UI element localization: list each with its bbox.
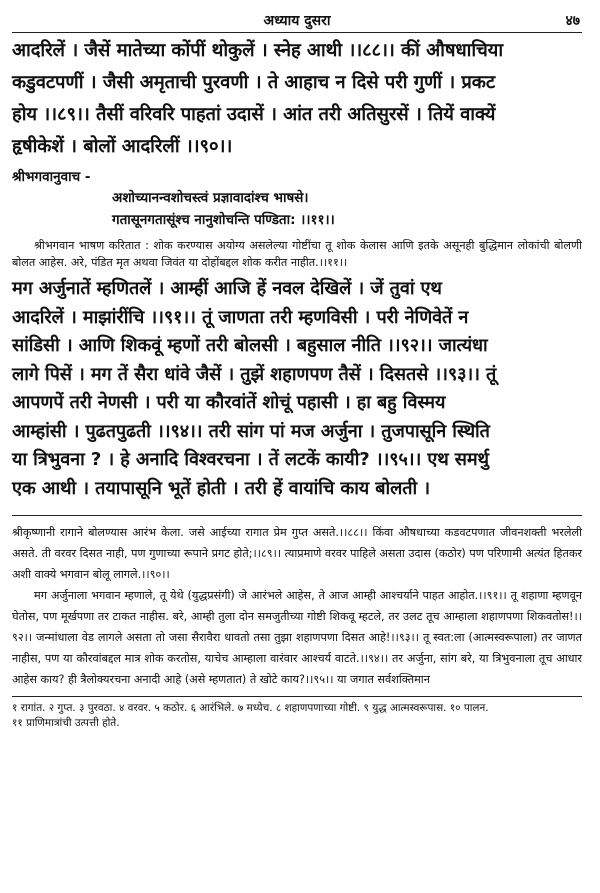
footnote-line: ११ प्राणिमात्रांची उत्पत्ती होते.	[12, 717, 120, 729]
verse-line: एक आथी । तयापासूनि भूतें होती । तरी हें वायांचि काय बोलती ।	[12, 477, 430, 499]
footnotes	[12, 696, 582, 731]
chapter-title: अध्याय दुसरा	[263, 13, 331, 29]
verse-line: सांडिसी । आणि शिकवूं म्हणों तरी बोलसी । बहुसाल नीति ।।९२।। जात्यंधा	[12, 335, 488, 356]
sanskrit-shloka	[12, 187, 582, 231]
verse-line: आपणपें तरी नेणसी । परी या कौरवांतें शोचूं पहासी । हा बहु विस्मय	[12, 392, 446, 413]
verses-top	[12, 35, 582, 163]
verse-line: लागे पिसें । मग तें सैरा धांवे जैसें । तुझें शहाणपण तैसें । दिसतसे ।।९३।। तूं	[12, 363, 497, 385]
speaker-heading: श्रीभगवानुवाच -	[12, 169, 91, 185]
page-number: ४७	[565, 13, 580, 29]
verse-line: आदरिलें । माझांरींचि ।।९१।। तूं जाणता तरी म्हणविसी । परी नेणिवेतें न	[12, 306, 469, 328]
prose-meaning	[12, 522, 582, 690]
shloka-translation: श्रीभगवान भाषण करितात : शोक करण्यास अयोग्य असलेल्या गोष्टींचा तू शोक केलास आणि इतके असूनही बुद्धिमान लोकांची बोलणी बोलत आहेस. अरे, पंडित मृत अथवा जिवंत या दोहोंबद्दल शोक करीत नाहीत.।।११।।	[12, 239, 582, 269]
verse-line: मग अर्जुनातें म्हणितलें । आम्हीं आजि हें नवल देखिलें । जें तुवां एथ	[12, 278, 442, 299]
meaning-paragraph: मग अर्जुनाला भगवान म्हणाले, तू येथे (युद्धप्रसंगी) जे आरंभले आहेस, ते आज आम्ही आश्चर्याने पाहत आहोत.।।९१।। तू शहाणा म्हणवून घेतोस, पण मूर्खपणा तर टाकत नाहीस. बरे, आम्ही तुला दोन समजुतीच्या गोष्टी शिकवू म्हटले, तर उलट तूच आम्हाला शहाणपणा शिकवतोस!।।९२।। जन्मांधाला वेड लागले असता तो जसा सैरावैरा धावतो तसा तुझा शहाणपणा दिसत आहे!।।९३।। तू स्वत:ला (आत्मस्वरूपाला) तर जाणत नाहीस, पण या कौरवांबद्दल मात्र शोक करतोस, याचेच आम्हाला वारंवार आश्चर्य वाटते.।।९४।। तर अर्जुना, सांग बरे, या त्रिभुवनाला तूच आधार आहेस काय? ही त्रैलोक्यरचना अनादी आहे (असे म्हणतात) ते खोटे काय?।।९५।। या जगात सर्वशक्तिमान	[12, 589, 582, 686]
verse-line: आम्हांसी । पुढतपुढती ।।९४।। तरी सांग पां मज अर्जुना । तुजपासूनि स्थिति	[12, 420, 490, 442]
page-header	[12, 6, 582, 33]
section-divider	[12, 515, 582, 516]
verse-line: आदरिलें । जैसें मातेच्या कोंपीं थोकुलें । स्नेह आथी ।।८८।। कीं औषधाचिया	[12, 40, 504, 61]
verses-main	[12, 275, 582, 503]
footnote-line: १ रागांत. २ गुप्त. ३ पुरवठा. ४ वरवर. ५ कठोर. ६ आरंभिले. ७ मध्येच. ८ शहाणपणाच्या गोष्टी. ९ युद्ध आत्मस्वरूपास. १० पालन.	[12, 702, 489, 714]
verse-line: होय ।।८९।। तैसीं वरिवरि पाहतां उदासें । आंत तरी अतिसुरसें । तियें वाक्यें	[12, 104, 496, 125]
shloka-line: अशोच्यानन्वशोचस्त्वं प्रज्ञावादांश्च भाषसे।	[112, 190, 309, 206]
meaning-paragraph: श्रीकृष्णानी रागाने बोलण्यास आरंभ केला. जसे आईच्या रागात प्रेम गुप्त असते.।।८८।। किंवा औषधाच्या कडवटपणात जीवनशक्ती भरलेली असते. ती वरवर दिसत नाही, पण गुणाच्या रूपाने प्रगट होते;।।८९।। त्याप्रमाणे वरवर पाहिले असता उदास (कठोर) पण परिणामी अत्यंत हितकर अशी वाक्ये भगवान बोलू लागले.।।९०।।	[12, 526, 582, 581]
verse-line: हृषीकेशें । बोलों आदरिलीं ।।९०।।	[12, 136, 233, 157]
shloka-line: गतासूनगतासूंश्च नानुशोचन्ति पण्डिता: ।।११।।	[112, 212, 335, 228]
verse-line: या त्रिभुवना ? । हे अनादि विश्वरचना । तें लटकें कायी? ।।९५।। एथ समर्थु	[12, 449, 489, 470]
verse-line: कडुवटपणीं । जैसी अमृताची पुरवणी । ते आहाच न दिसे परी गुणीं । प्रकट	[12, 72, 495, 93]
